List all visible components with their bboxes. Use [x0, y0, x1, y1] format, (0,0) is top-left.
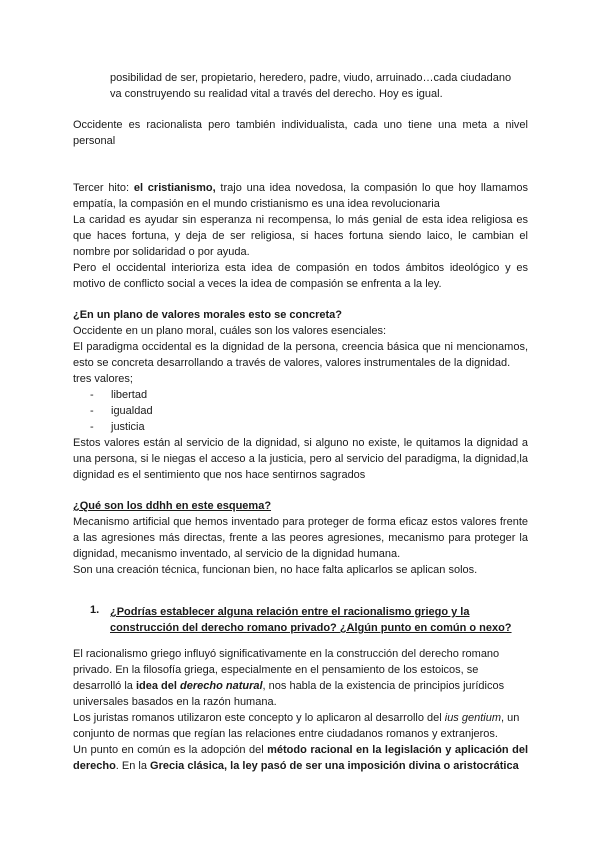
answer-paragraph [73, 646, 528, 742]
text-line: El racionalismo griego influyó significativamente en la construcción del derecho romano [73, 648, 500, 660]
text-line: desarrolló la idea del derecho natural, nos habla de la existencia de principios jurídicos [73, 680, 505, 692]
christianity-term: el cristianismo, [133, 182, 216, 194]
individualism-paragraph: Occidente es racionalista pero también individualista, cada uno tiene una meta a nivel personal [73, 119, 528, 147]
moral-values-section [73, 307, 528, 483]
third-milestone-paragraph: Tercer hito: el cristianismo, trajo una idea novedosa, la compasión lo que hoy llamamos empatía, la compasión en el mundo cristianismo es una idea revolucionaria [73, 182, 529, 210]
human-rights-section [73, 498, 528, 578]
technical-creation-line: Son una creación técnica, funcionan bien, no hace falta aplicarlos se aplican solos. [73, 564, 478, 576]
ius-gentium-term: ius gentium [444, 712, 502, 724]
text-line: va construyendo su realidad vital a través del derecho. Hoy es igual. [110, 88, 443, 100]
text-line: ¿Podrías establecer alguna relación entre el racionalismo griego y la [110, 606, 470, 618]
text-line: construcción del derecho romano privado? ¿Algún punto en común o nexo? [110, 622, 512, 634]
list-item: - libertad [73, 387, 528, 403]
intro-paragraph [110, 70, 528, 102]
text-line: privado. En la filosofía griega, especialmente en el pensamiento de los estoicos, se [73, 664, 479, 676]
values-intro: tres valores; [73, 373, 133, 385]
text-line: Los juristas romanos utilizaron este concepto y lo aplicaron al desarrollo del ius gentium, un [73, 712, 520, 724]
section-intro: Occidente en un plano moral, cuáles son los valores esenciales: [73, 325, 387, 337]
text-line: universales basados en la razón humana. [73, 696, 277, 708]
values-list [73, 387, 528, 435]
common-point-paragraph: Un punto en común es la adopción del método racional en la legislación y aplicación del derecho. En la Grecia clásica, la ley pasó de ser una imposición divina o aristocrática [73, 744, 528, 772]
section-heading: ¿En un plano de valores morales esto se concreta? [73, 309, 342, 321]
paradigm-paragraph: El paradigma occidental es la dignidad de la persona, creencia básica que ni mencionamos, esto se concreta desarrollando a través de valores, valores instrumentales de la dignidad. [73, 341, 528, 369]
question-number: 1. [90, 604, 100, 616]
natural-law-term: derecho natural [180, 680, 263, 692]
charity-paragraph: La caridad es ayudar sin esperanza ni recompensa, lo más genial de esta idea religiosa es que haces fortuna, y deja de ser religiosa, si haces fortuna siendo laico, le cambian el nombre por solidaridad o por ayuda. [73, 214, 528, 258]
list-item: - igualdad [73, 403, 528, 419]
values-closing-paragraph: Estos valores están al servicio de la dignidad, si alguno no existe, le quitamos la dignidad a una persona, si le niegas el acceso a la justicia, pero al servicio del paradigma, la dignidad,la dignidad es el sentimiento que nos hace sentirnos sagrados [73, 437, 528, 481]
section-heading: ¿Qué son los ddhh en este esquema? [73, 500, 272, 512]
question-heading [110, 604, 530, 636]
mechanism-paragraph: Mecanismo artificial que hemos inventado para proteger de forma eficaz estos valores frente a las agresiones más directas, frente a las peores agresiones, mecanismo para proteger la dignidad, mecanismo inventado, al servicio de la dignidad humana. [73, 516, 528, 560]
compassion-paragraph: Pero el occidental interioriza esta idea de compasión en todos ámbitos ideológico y es motivo de conflicto social a veces la idea de compasión se enfrenta a la ley. [73, 262, 528, 290]
text-line: conjunto de normas que regían las relaciones entre ciudadanos romanos y extranjeros. [73, 728, 498, 740]
text-line: posibilidad de ser, propietario, heredero, padre, viudo, arruinado…cada ciudadano [110, 72, 512, 84]
list-item: - justicia [73, 419, 528, 435]
